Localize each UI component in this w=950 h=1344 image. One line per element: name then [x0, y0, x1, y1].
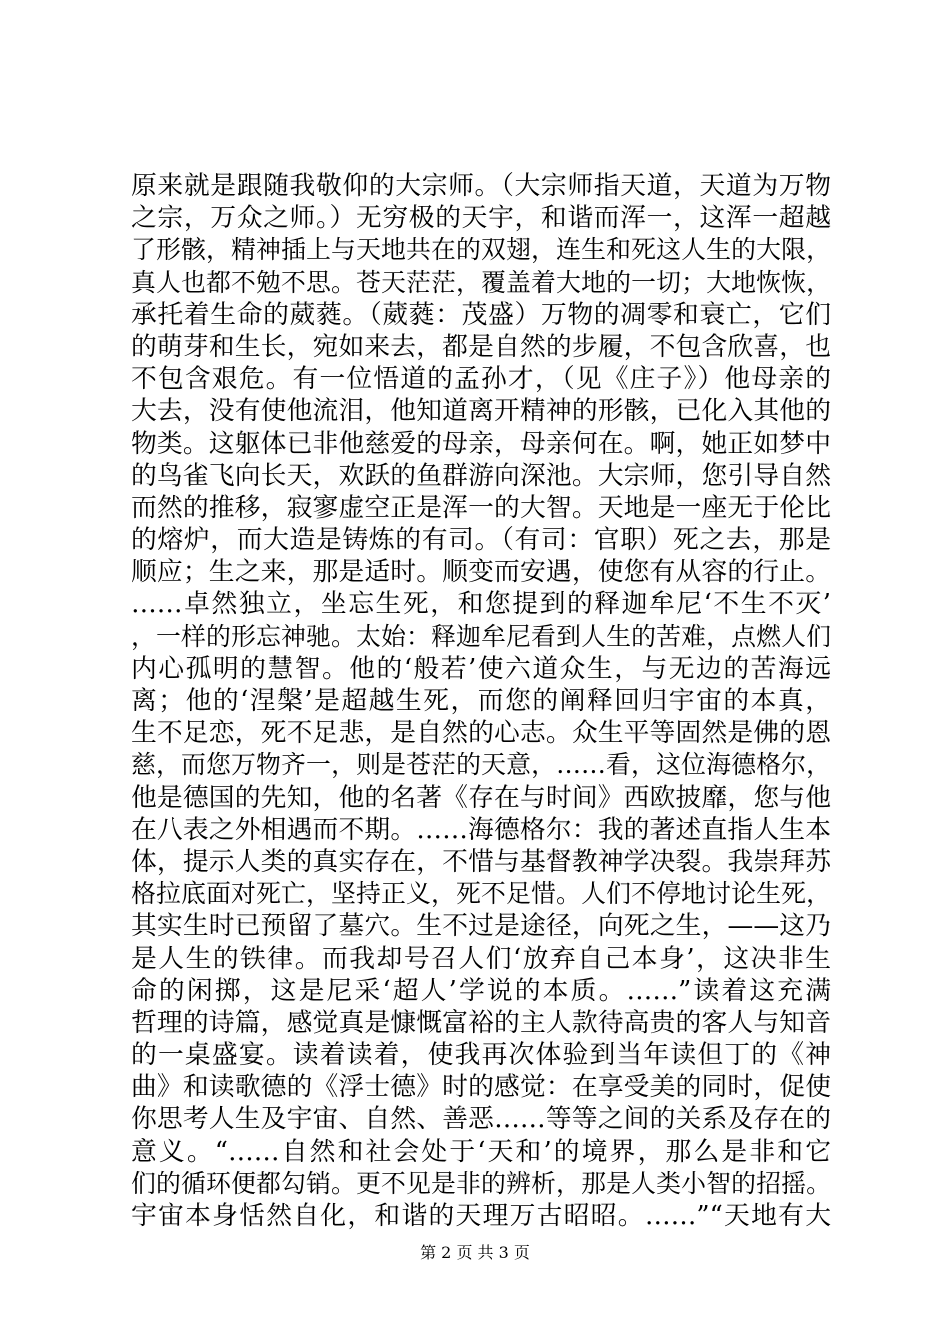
- text-line: 原来就是跟随我敬仰的大宗师。（大宗师指天道，天道为万物: [131, 171, 831, 201]
- text-line: 意义。“……自然和社会处于‘天和’的境界，那么是非和它: [131, 1136, 831, 1167]
- text-line: 们的循环便都勾销。更不见是非的辨析，那是人类小智的招摇。: [131, 1168, 831, 1198]
- text-line: 你思考人生及宇宙、自然、善恶……等等之间的关系及存在的: [131, 1104, 831, 1135]
- text-line: 命的闲掷，这是尼采‘超人’学说的本质。……”读着这充满: [131, 975, 831, 1006]
- text-line: 离；他的‘涅槃’是超越生死，而您的阐释回归宇宙的本真，: [131, 686, 831, 716]
- text-line: 真人也都不勉不思。苍天茫茫，覆盖着大地的一切；大地恢恢，: [131, 267, 831, 297]
- text-line: 的萌芽和生长，宛如来去，都是自然的步履，不包含欣喜，也: [131, 331, 831, 362]
- text-line: 他是德国的先知，他的名著《存在与时间》西欧披靡，您与他: [131, 782, 831, 813]
- text-line: 在八表之外相遇而不期。……海德格尔：我的著述直指人生本: [131, 814, 831, 845]
- text-line: 宇宙本身恬然自化，和谐的天理万古昭昭。……”“天地有大: [131, 1201, 831, 1231]
- text-line: 不包含艰危。有一位悟道的孟孙才，（见《庄子》）他母亲的: [131, 364, 831, 395]
- text-line: 内心孤明的慧智。他的‘般若’使六道众生，与无边的苦海远: [131, 653, 831, 684]
- text-line: 的鸟雀飞向长天，欢跃的鱼群游向深池。大宗师，您引导自然: [131, 460, 831, 491]
- text-line: 生不足恋，死不足悲，是自然的心志。众生平等固然是佛的恩: [131, 718, 831, 749]
- text-line: 慈，而您万物齐一，则是苍茫的天意，……看，这位海德格尔，: [131, 750, 831, 780]
- text-line: 体，提示人类的真实存在，不惜与基督教神学决裂。我崇拜苏: [131, 846, 831, 877]
- text-line: 其实生时已预留了墓穴。生不过是途径，向死之生，——这乃: [131, 911, 831, 942]
- text-line: 大去，没有使他流泪，他知道离开精神的形骸，已化入其他的: [131, 396, 831, 427]
- text-line: 曲》和读歌德的《浮士德》时的感觉：在享受美的同时，促使: [131, 1072, 831, 1103]
- text-line: 而然的推移，寂寥虚空正是浑一的大智。天地是一座无于伦比: [131, 492, 831, 523]
- text-line: 顺应；生之来，那是适时。顺变而安遇，使您有从容的行止。: [131, 557, 831, 588]
- text-line: 物类。这躯体已非他慈爱的母亲，母亲何在。啊，她正如梦中: [131, 428, 831, 459]
- text-line: 承托着生命的葳蕤。（葳蕤：茂盛）万物的凋零和衰亡，它们: [131, 299, 831, 330]
- text-line: 是人生的铁律。而我却号召人们‘放弃自己本身’，这决非生: [131, 943, 831, 974]
- text-line: ，一样的形忘神驰。太始：释迦牟尼看到人生的苦难，点燃人们: [131, 621, 831, 651]
- body-text: [131, 170, 831, 1232]
- page-number-footer: 第 2 页 共 3 页: [420, 1243, 530, 1262]
- text-line: ……卓然独立，坐忘生死，和您提到的释迦牟尼‘不生不灭’: [131, 589, 831, 620]
- text-line: 格拉底面对死亡，坚持正义，死不足惜。人们不停地讨论生死，: [131, 879, 831, 909]
- text-line: 了形骸，精神插上与天地共在的双翅，连生和死这人生的大限，: [131, 235, 831, 265]
- text-line: 的熔炉，而大造是铸炼的有司。（有司：官职）死之去，那是: [131, 525, 831, 556]
- text-line: 哲理的诗篇，感觉真是慷慨富裕的主人款待高贵的客人与知音: [131, 1007, 831, 1038]
- text-line: 之宗，万众之师。）无穷极的天宇，和谐而浑一，这浑一超越: [131, 203, 831, 234]
- text-line: 的一桌盛宴。读着读着，使我再次体验到当年读但丁的《神: [131, 1040, 831, 1071]
